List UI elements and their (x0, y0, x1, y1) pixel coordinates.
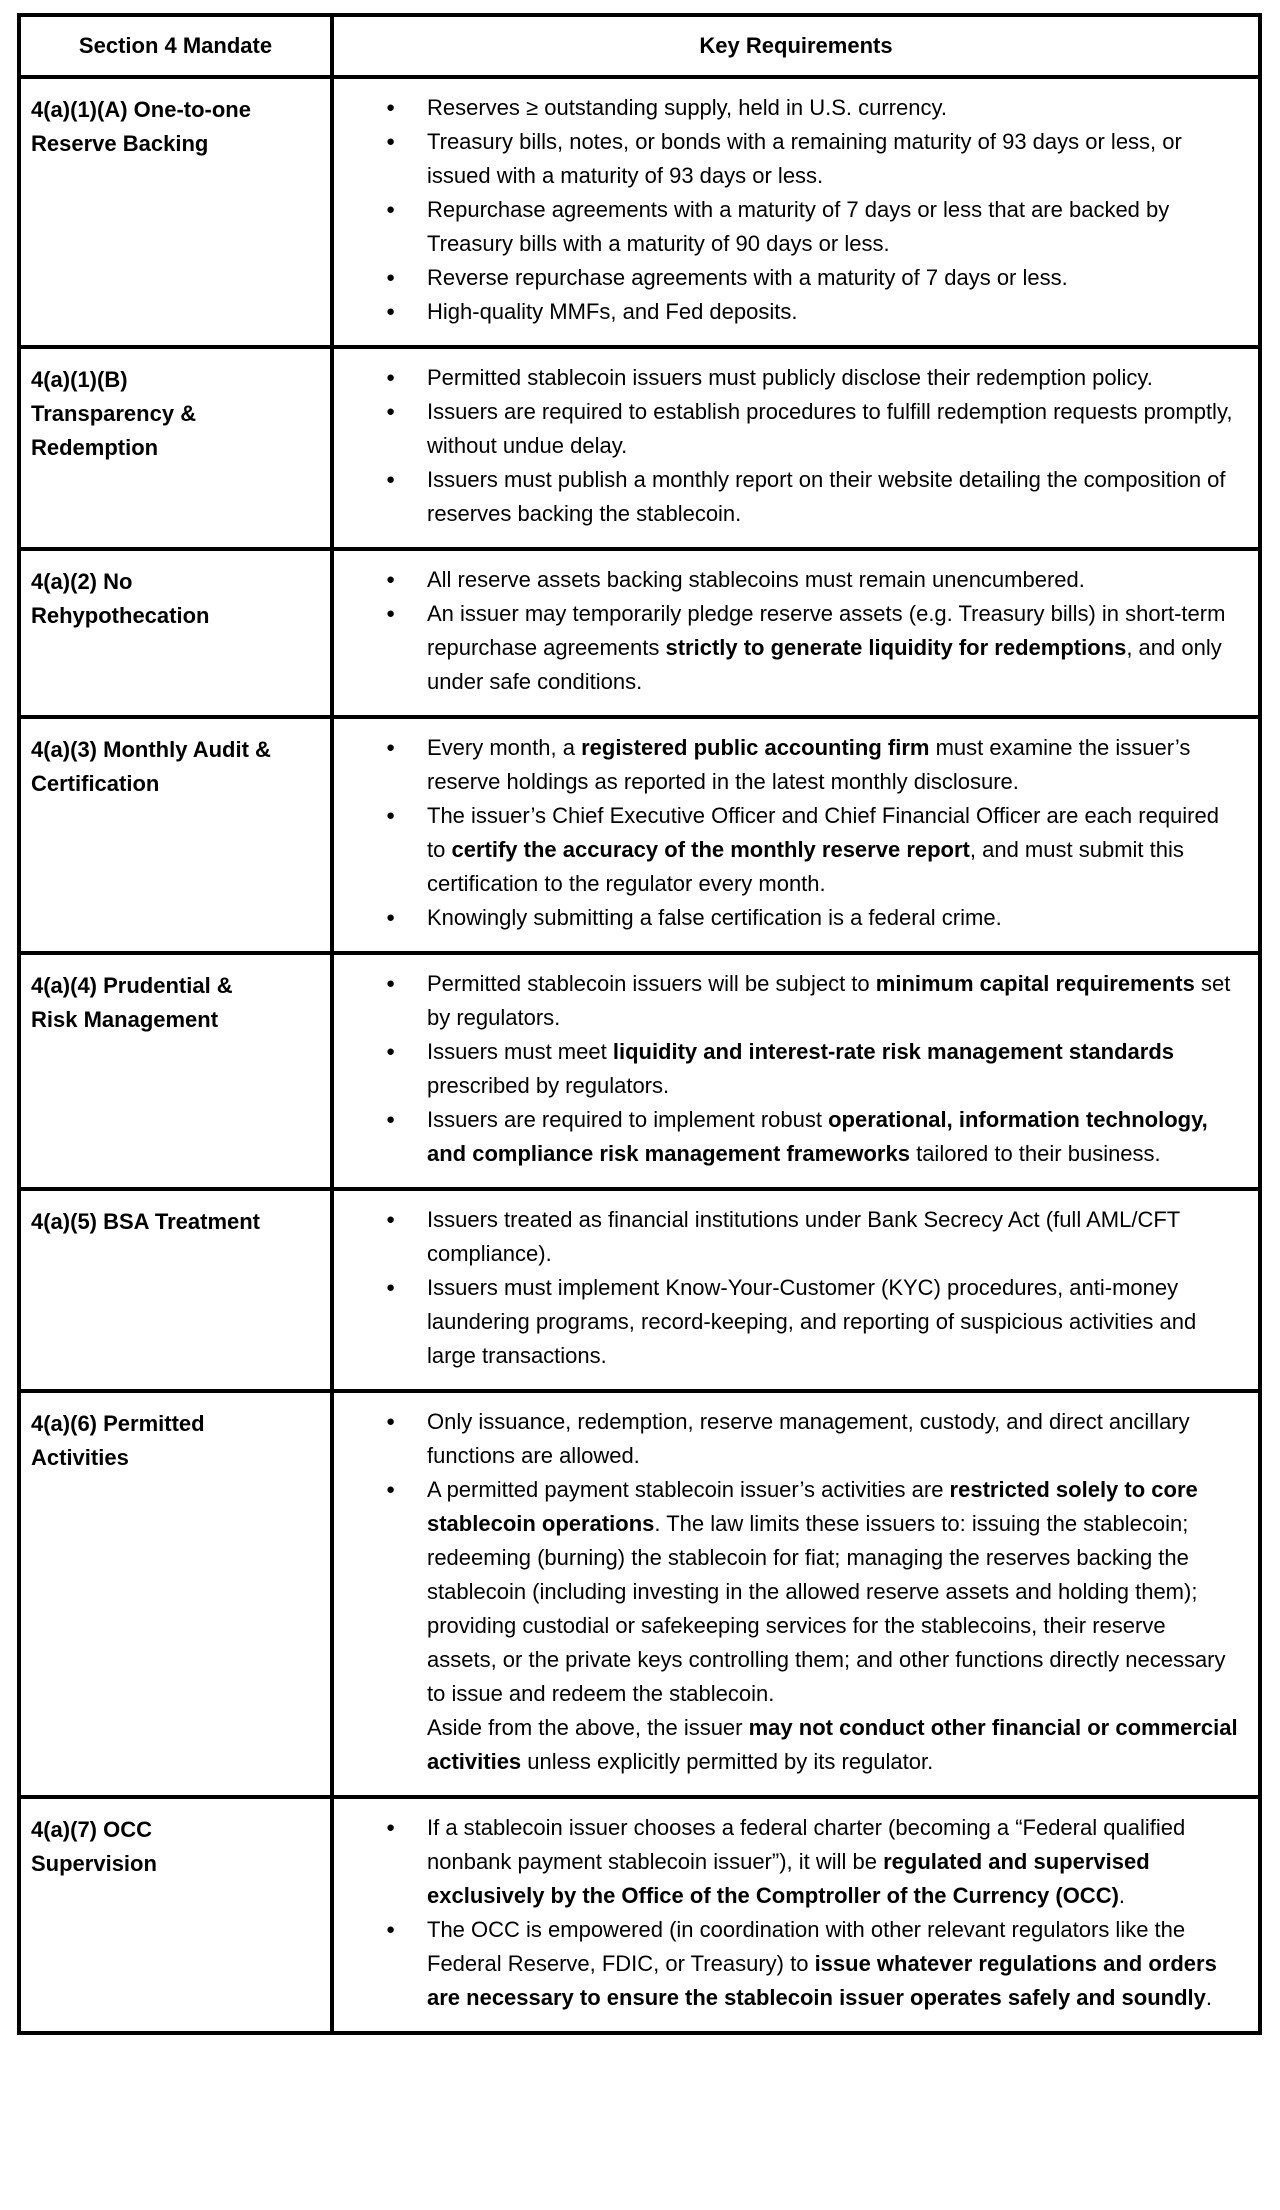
bullet-icon: ● (386, 133, 396, 150)
text-segment: Treasury bills, notes, or bonds with a remaining maturity of 93 days or less, or issued with a maturity of 93 days or less. (427, 129, 1182, 188)
mandate-cell: 4(a)(5) BSA Treatment (19, 1189, 332, 1391)
requirement-text (427, 361, 1240, 395)
bullet-item (334, 1203, 1240, 1271)
bullet-item (334, 1405, 1240, 1473)
requirements-cell (332, 717, 1260, 953)
bullet-icon: ● (386, 739, 396, 756)
bullet-item (334, 1913, 1240, 2015)
requirement-text (427, 1913, 1240, 2015)
bullet-icon: ● (386, 1819, 396, 1836)
requirement-text (427, 1711, 1240, 1779)
text-segment: High-quality MMFs, and Fed deposits. (427, 299, 798, 324)
requirement-text (427, 395, 1240, 463)
requirement-text (427, 967, 1240, 1035)
bullet-item (334, 799, 1240, 901)
continuation-text (334, 1711, 1240, 1779)
text-segment: Every month, a (427, 735, 582, 760)
requirements-cell (332, 1189, 1260, 1391)
bullet-item (334, 1103, 1240, 1171)
text-segment: prescribed by regulators. (427, 1073, 670, 1098)
bullet-icon: ● (386, 909, 396, 926)
requirements-cell (332, 1797, 1260, 2033)
bold-text-segment: registered public accounting firm (581, 735, 930, 760)
text-segment: Issuers are required to establish procedures to fulfill redemption requests promptly, without undue delay. (427, 399, 1233, 458)
text-segment: A permitted payment stablecoin issuer’s activities are (427, 1477, 950, 1502)
bullet-item (334, 597, 1240, 699)
text-segment: . (1118, 1883, 1126, 1908)
requirement-text (427, 1811, 1240, 1913)
column-header-requirements: Key Requirements (332, 15, 1260, 77)
bullet-icon: ● (386, 1043, 396, 1060)
table-row (19, 717, 1260, 953)
bullet-item (334, 91, 1240, 125)
bullet-icon: ● (386, 1279, 396, 1296)
bullet-icon: ● (386, 303, 396, 320)
mandate-cell: 4(a)(3) Monthly Audit & Certification (19, 717, 332, 953)
bullet-icon: ● (386, 369, 396, 386)
bullet-item (334, 1035, 1240, 1103)
text-segment: must examine the issuer’s reserve holdings as reported in the latest monthly disclosure. (427, 735, 1191, 794)
text-segment: The OCC is empowered (in coordination with other relevant regulators like the Federal Reserve, FDIC, or Treasury) to (427, 1917, 1186, 1976)
text-segment: . (1205, 1985, 1212, 2010)
text-segment: Issuers treated as financial institutions under Bank Secrecy Act (full AML/CFT compliance). (427, 1207, 1180, 1266)
table-row (19, 1189, 1260, 1391)
bullet-icon: ● (386, 1211, 396, 1228)
table-row (19, 953, 1260, 1189)
mandate-cell: 4(a)(4) Prudential & Risk Management (19, 953, 332, 1189)
requirements-cell (332, 77, 1260, 347)
requirement-text (427, 1035, 1240, 1103)
text-segment: Issuers must meet (427, 1039, 613, 1064)
bullet-icon: ● (386, 1111, 396, 1128)
bullet-icon: ● (386, 201, 396, 218)
requirement-text (427, 901, 1240, 935)
text-segment: Issuers must publish a monthly report on their website detailing the composition of reserves backing the stablecoin. (427, 467, 1226, 526)
bullet-item (334, 901, 1240, 935)
table-row (19, 77, 1260, 347)
text-segment: Only issuance, redemption, reserve management, custody, and direct ancillary functions are allowed. (427, 1409, 1190, 1468)
bullet-item (334, 731, 1240, 799)
column-header-mandate: Section 4 Mandate (19, 15, 332, 77)
bullet-icon: ● (386, 975, 396, 992)
bullet-item (334, 295, 1240, 329)
requirement-text (427, 597, 1240, 699)
table-row (19, 347, 1260, 549)
requirement-text (427, 1103, 1240, 1171)
bullet-item (334, 1811, 1240, 1913)
text-segment: Issuers must implement Know-Your-Customer (KYC) procedures, anti-money laundering programs, record-keeping, and reporting of suspicious activities and large transactions. (427, 1275, 1197, 1368)
bullet-item (334, 967, 1240, 1035)
requirement-text (427, 563, 1240, 597)
requirement-text (427, 91, 1240, 125)
bullet-spacer (386, 1711, 427, 1779)
bullet-item (334, 125, 1240, 193)
text-segment: set by regulators. (427, 971, 1231, 1030)
table-row (19, 549, 1260, 717)
requirement-text (427, 1203, 1240, 1271)
bold-text-segment: minimum capital requirements (875, 971, 1195, 996)
mandate-cell: 4(a)(1)(B) Transparency & Redemption (19, 347, 332, 549)
bold-text-segment: certify the accuracy of the monthly reserve report (451, 837, 970, 862)
requirement-text (427, 799, 1240, 901)
requirement-text (427, 731, 1240, 799)
text-segment: Reverse repurchase agreements with a maturity of 7 days or less. (427, 265, 1068, 290)
mandate-cell: 4(a)(7) OCC Supervision (19, 1797, 332, 2033)
table-row (19, 1797, 1260, 2033)
text-segment: Issuers are required to implement robust (427, 1107, 829, 1132)
text-segment: If a stablecoin issuer chooses a federal charter (becoming a “Federal qualified nonbank payment stablecoin issuer”), it will be (427, 1815, 1186, 1874)
requirement-text (427, 193, 1240, 261)
bullet-icon: ● (386, 403, 396, 420)
table-row (19, 1391, 1260, 1797)
bullet-item (334, 361, 1240, 395)
bold-text-segment: operational, information technology, and compliance risk management frameworks (427, 1107, 1208, 1166)
bullet-icon: ● (386, 269, 396, 286)
text-segment: , and must submit this certification to the regulator every month. (427, 837, 1184, 896)
text-segment: Reserves ≥ outstanding supply, held in U.S. currency. (427, 95, 947, 120)
bold-text-segment: issue whatever regulations and orders are necessary to ensure the stablecoin issuer operates safely and soundly (427, 1951, 1217, 2010)
bold-text-segment: liquidity and interest-rate risk management standards (612, 1039, 1174, 1064)
requirement-text (427, 1473, 1240, 1711)
requirement-text (427, 125, 1240, 193)
bullet-item (334, 193, 1240, 261)
bold-text-segment: strictly to generate liquidity for redemptions (665, 635, 1127, 660)
requirement-text (427, 1405, 1240, 1473)
requirements-cell (332, 549, 1260, 717)
text-segment: Repurchase agreements with a maturity of 7 days or less that are backed by Treasury bills with a maturity of 90 days or less. (427, 197, 1170, 256)
bullet-icon: ● (386, 99, 396, 116)
header-row (19, 15, 1260, 77)
table-header (19, 15, 1260, 77)
bullet-icon: ● (386, 471, 396, 488)
bullet-item (334, 261, 1240, 295)
text-segment: unless explicitly permitted by its regulator. (521, 1749, 934, 1774)
mandate-cell: 4(a)(6) Permitted Activities (19, 1391, 332, 1797)
mandate-cell: 4(a)(2) No Rehypothecation (19, 549, 332, 717)
bullet-icon: ● (386, 1921, 396, 1938)
bullet-icon: ● (386, 605, 396, 622)
bullet-item (334, 463, 1240, 531)
text-segment: , and only under safe conditions. (427, 635, 1222, 694)
section4-mandates-table (17, 13, 1262, 2035)
bullet-icon: ● (386, 1481, 396, 1498)
text-segment: Aside from the above, the issuer (427, 1715, 749, 1740)
requirements-cell (332, 347, 1260, 549)
requirement-text (427, 463, 1240, 531)
requirement-text (427, 295, 1240, 329)
requirements-cell (332, 953, 1260, 1189)
bold-text-segment: regulated and supervised exclusively by the Office of the Comptroller of the Currency (OCC) (427, 1849, 1150, 1908)
bullet-icon: ● (386, 807, 396, 824)
requirement-text (427, 261, 1240, 295)
text-segment: Permitted stablecoin issuers will be subject to (427, 971, 876, 996)
bullet-item (334, 1473, 1240, 1711)
table-body (19, 77, 1260, 2033)
text-segment: tailored to their business. (909, 1141, 1161, 1166)
bullet-icon: ● (386, 571, 396, 588)
bullet-icon: ● (386, 1413, 396, 1430)
mandate-cell: 4(a)(1)(A) One-to-one Reserve Backing (19, 77, 332, 347)
bullet-item (334, 563, 1240, 597)
bold-text-segment: may not conduct other financial or commercial activities (427, 1715, 1238, 1774)
requirements-cell (332, 1391, 1260, 1797)
text-segment: All reserve assets backing stablecoins must remain unencumbered. (427, 567, 1085, 592)
text-segment: The issuer’s Chief Executive Officer and Chief Financial Officer are each required to (427, 803, 1219, 862)
bullet-item (334, 395, 1240, 463)
text-segment: Knowingly submitting a false certification is a federal crime. (427, 905, 1002, 930)
bullet-item (334, 1271, 1240, 1373)
bold-text-segment: restricted solely to core stablecoin operations (427, 1477, 1198, 1536)
text-segment: Permitted stablecoin issuers must publicly disclose their redemption policy. (427, 365, 1153, 390)
requirement-text (427, 1271, 1240, 1373)
text-segment: . The law limits these issuers to: issuing the stablecoin; redeeming (burning) the stablecoin for fiat; managing the reserves backing the stablecoin (including investing in the allowed reserve assets and holding them); providing custodial or safekeeping services for the stablecoins, their reserve assets, or the private keys controlling them; and other functions directly necessary to issue and redeem the stablecoin. (427, 1511, 1226, 1706)
text-segment: An issuer may temporarily pledge reserve assets (e.g. Treasury bills) in short-term repurchase agreements (427, 601, 1226, 660)
